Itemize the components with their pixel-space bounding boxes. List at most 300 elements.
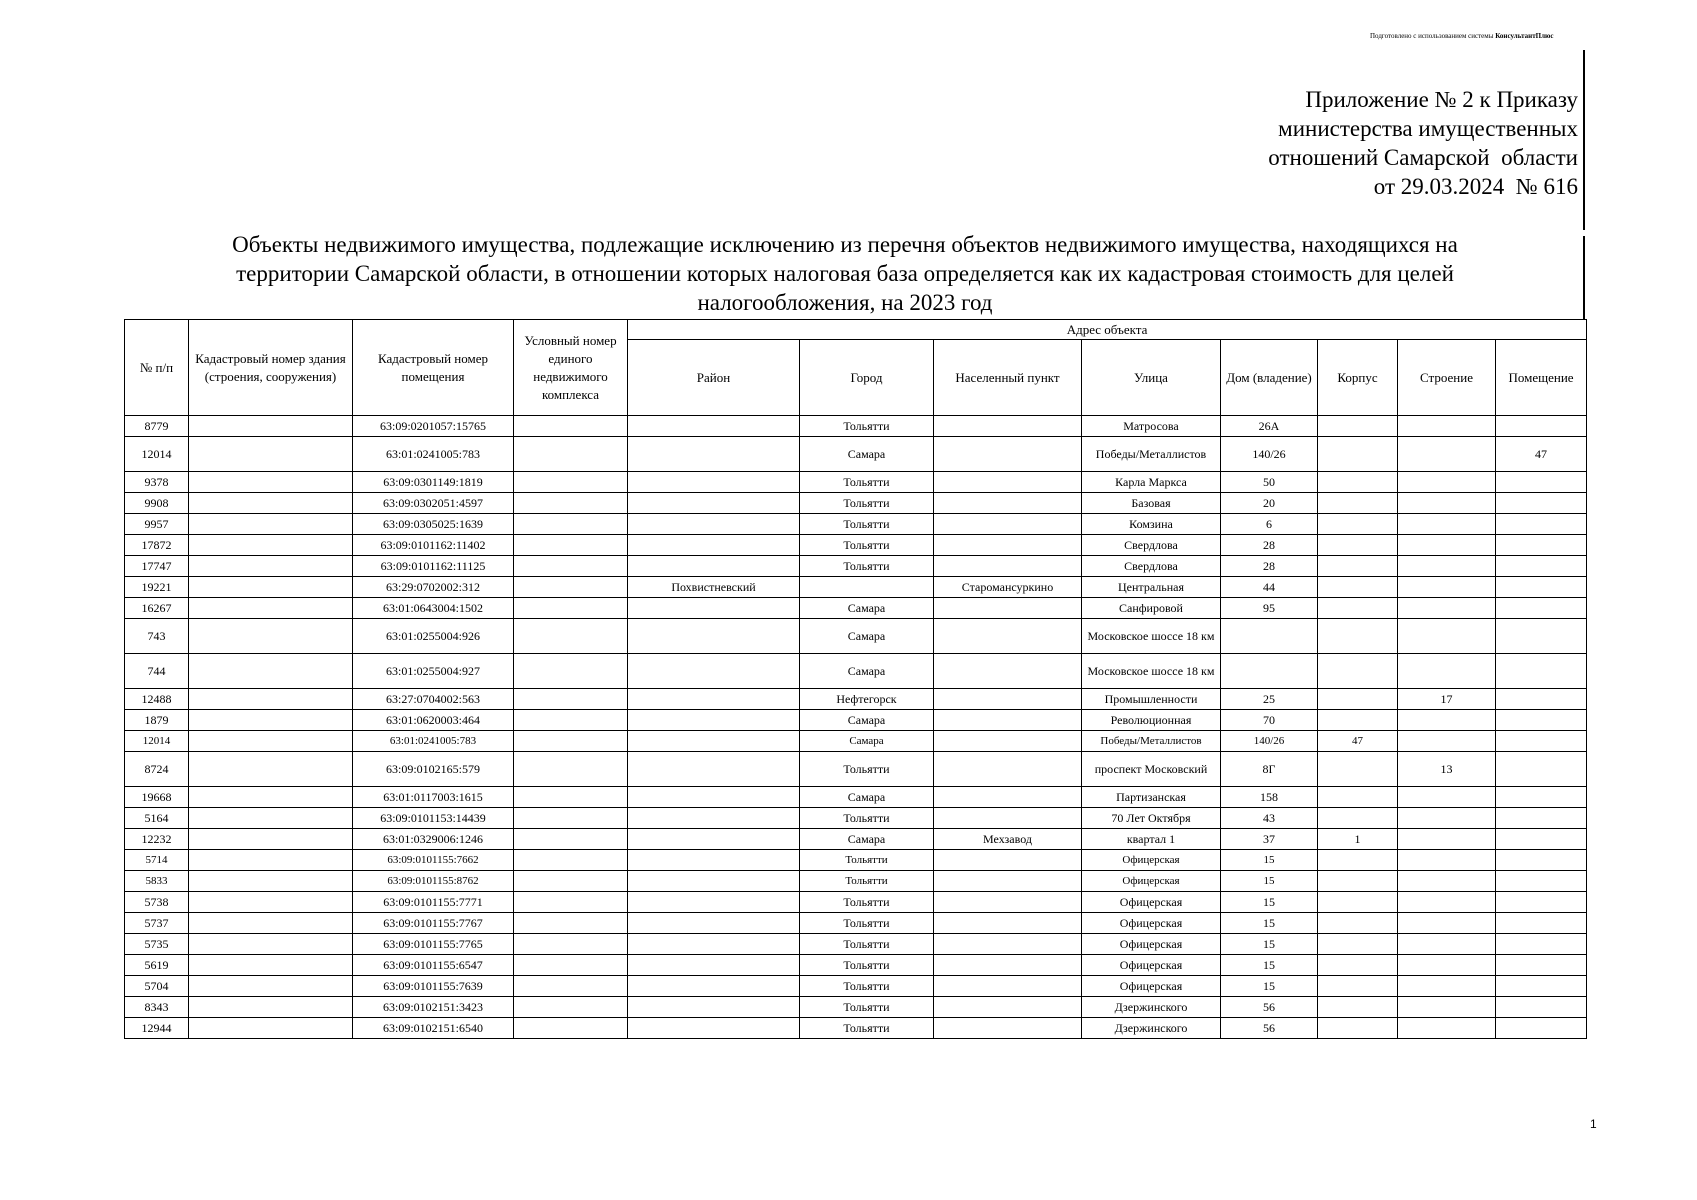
cell-korpus [1318, 934, 1398, 955]
cell-stroenie [1398, 493, 1496, 514]
appendix-line: отношений Самарской области [1268, 145, 1578, 170]
cell-city: Тольятти [800, 934, 934, 955]
cell-house: 44 [1221, 577, 1318, 598]
cell-house: 43 [1221, 808, 1318, 829]
cell-stroenie [1398, 1018, 1496, 1039]
cell-street: Промышленности [1082, 689, 1221, 710]
cell-settlement [934, 619, 1082, 654]
cell-house: 140/26 [1221, 437, 1318, 472]
cell-pomeschenie [1496, 752, 1587, 787]
cell-stroenie [1398, 976, 1496, 997]
cell-district [628, 787, 800, 808]
cell-street: Карла Маркса [1082, 472, 1221, 493]
cell-district [628, 689, 800, 710]
cell-building-cadastral [189, 976, 353, 997]
cell-settlement [934, 787, 1082, 808]
cell-city: Тольятти [800, 1018, 934, 1039]
cell-stroenie [1398, 654, 1496, 689]
cell-korpus [1318, 556, 1398, 577]
cell-settlement [934, 731, 1082, 752]
cell-stroenie: 17 [1398, 689, 1496, 710]
table-row [125, 752, 1587, 787]
cell-city: Тольятти [800, 976, 934, 997]
cell-pomeschenie [1496, 598, 1587, 619]
cell-room-cadastral: 63:09:0101155:7767 [353, 913, 514, 934]
cell-pomeschenie [1496, 787, 1587, 808]
cell-settlement [934, 934, 1082, 955]
cell-street: Московское шоссе 18 км [1082, 654, 1221, 689]
cell-korpus [1318, 654, 1398, 689]
cell-settlement [934, 808, 1082, 829]
cell-house: 50 [1221, 472, 1318, 493]
cell-district [628, 955, 800, 976]
cell-pomeschenie [1496, 689, 1587, 710]
cell-room-cadastral: 63:09:0102151:6540 [353, 1018, 514, 1039]
header-district: Район [628, 340, 800, 416]
cell-city: Самара [800, 619, 934, 654]
cell-district [628, 598, 800, 619]
cell-num: 5833 [125, 871, 189, 892]
cell-settlement [934, 710, 1082, 731]
cell-street: Матросова [1082, 416, 1221, 437]
cell-street: Санфировой [1082, 598, 1221, 619]
cell-stroenie: 13 [1398, 752, 1496, 787]
cell-complex-number [514, 955, 628, 976]
cell-house: 158 [1221, 787, 1318, 808]
cell-num: 5619 [125, 955, 189, 976]
cell-building-cadastral [189, 871, 353, 892]
cell-num: 17747 [125, 556, 189, 577]
cell-settlement [934, 850, 1082, 871]
consultant-brand: КонсультантПлюс [1495, 32, 1554, 40]
cell-settlement [934, 689, 1082, 710]
appendix-line: Приложение № 2 к Приказу [1305, 87, 1578, 112]
cell-num: 5737 [125, 913, 189, 934]
cell-house: 95 [1221, 598, 1318, 619]
cell-korpus [1318, 892, 1398, 913]
cell-city: Тольятти [800, 892, 934, 913]
cell-room-cadastral: 63:09:0101155:7662 [353, 850, 514, 871]
cell-city: Тольятти [800, 493, 934, 514]
cell-house: 26А [1221, 416, 1318, 437]
cell-num: 1879 [125, 710, 189, 731]
cell-district [628, 829, 800, 850]
cell-building-cadastral [189, 997, 353, 1018]
cell-building-cadastral [189, 556, 353, 577]
cell-room-cadastral: 63:01:0117003:1615 [353, 787, 514, 808]
cell-district [628, 934, 800, 955]
cell-num: 8724 [125, 752, 189, 787]
cell-korpus [1318, 808, 1398, 829]
cell-num: 8343 [125, 997, 189, 1018]
cell-city: Тольятти [800, 556, 934, 577]
cell-city: Самара [800, 654, 934, 689]
cell-num: 743 [125, 619, 189, 654]
cell-building-cadastral [189, 850, 353, 871]
cell-num: 5164 [125, 808, 189, 829]
cell-settlement [934, 997, 1082, 1018]
cell-room-cadastral: 63:09:0102151:3423 [353, 997, 514, 1018]
table-row [125, 535, 1587, 556]
table-row [125, 654, 1587, 689]
cell-city: Самара [800, 437, 934, 472]
cell-korpus [1318, 577, 1398, 598]
cell-house: 28 [1221, 556, 1318, 577]
cell-room-cadastral: 63:29:0702002:312 [353, 577, 514, 598]
cell-complex-number [514, 577, 628, 598]
cell-street: Победы/Металлистов [1082, 731, 1221, 752]
cell-korpus [1318, 472, 1398, 493]
cell-house: 70 [1221, 710, 1318, 731]
cell-complex-number [514, 997, 628, 1018]
header-room-cadastral: Кадастровый номер помещения [353, 320, 514, 416]
cell-house: 56 [1221, 1018, 1318, 1039]
cell-room-cadastral: 63:09:0201057:15765 [353, 416, 514, 437]
cell-stroenie [1398, 416, 1496, 437]
cell-complex-number [514, 787, 628, 808]
cell-num: 5735 [125, 934, 189, 955]
table-row [125, 416, 1587, 437]
header-street: Улица [1082, 340, 1221, 416]
cell-pomeschenie [1496, 976, 1587, 997]
cell-korpus [1318, 850, 1398, 871]
cell-korpus [1318, 752, 1398, 787]
document-title [135, 230, 1555, 317]
cell-city: Тольятти [800, 808, 934, 829]
cell-korpus [1318, 493, 1398, 514]
cell-room-cadastral: 63:01:0241005:783 [353, 731, 514, 752]
cell-complex-number [514, 731, 628, 752]
cell-street: Московское шоссе 18 км [1082, 619, 1221, 654]
cell-pomeschenie [1496, 472, 1587, 493]
cell-building-cadastral [189, 808, 353, 829]
header-city: Город [800, 340, 934, 416]
cell-building-cadastral [189, 598, 353, 619]
cell-pomeschenie [1496, 493, 1587, 514]
cell-city: Самара [800, 710, 934, 731]
cell-stroenie [1398, 472, 1496, 493]
cell-street: Офицерская [1082, 955, 1221, 976]
cell-room-cadastral: 63:01:0329006:1246 [353, 829, 514, 850]
cell-settlement [934, 598, 1082, 619]
title-line: территории Самарской области, в отношении которых налоговая база определяется как их кадастровая стоимость для целей [236, 261, 1454, 286]
cell-pomeschenie [1496, 577, 1587, 598]
cell-street: Офицерская [1082, 934, 1221, 955]
cell-settlement [934, 976, 1082, 997]
cell-street: Партизанская [1082, 787, 1221, 808]
cell-district [628, 710, 800, 731]
cell-building-cadastral [189, 654, 353, 689]
cell-street: Дзержинского [1082, 997, 1221, 1018]
table-row [125, 913, 1587, 934]
table-row [125, 850, 1587, 871]
table-row [125, 577, 1587, 598]
cell-room-cadastral: 63:09:0101155:7765 [353, 934, 514, 955]
cell-complex-number [514, 514, 628, 535]
cell-stroenie [1398, 710, 1496, 731]
cell-stroenie [1398, 829, 1496, 850]
cell-room-cadastral: 63:09:0102165:579 [353, 752, 514, 787]
cell-building-cadastral [189, 955, 353, 976]
appendix-line: от 29.03.2024 № 616 [1373, 174, 1578, 199]
cell-stroenie [1398, 731, 1496, 752]
cell-street: Комзина [1082, 514, 1221, 535]
cell-room-cadastral: 63:01:0620003:464 [353, 710, 514, 731]
cell-pomeschenie: 47 [1496, 437, 1587, 472]
cell-settlement [934, 556, 1082, 577]
cell-city: Самара [800, 731, 934, 752]
cell-korpus [1318, 913, 1398, 934]
cell-pomeschenie [1496, 913, 1587, 934]
cell-street: Базовая [1082, 493, 1221, 514]
table-row [125, 619, 1587, 654]
cell-room-cadastral: 63:09:0101155:6547 [353, 955, 514, 976]
cell-stroenie [1398, 556, 1496, 577]
cell-district [628, 976, 800, 997]
header-complex-number: Условный номер единого недвижимого комплекса [514, 320, 628, 416]
cell-complex-number [514, 752, 628, 787]
cell-district [628, 416, 800, 437]
cell-num: 19668 [125, 787, 189, 808]
cell-street: Центральная [1082, 577, 1221, 598]
cell-complex-number [514, 493, 628, 514]
cell-complex-number [514, 416, 628, 437]
cell-korpus [1318, 514, 1398, 535]
cell-district [628, 850, 800, 871]
cell-room-cadastral: 63:09:0101155:7771 [353, 892, 514, 913]
cell-district [628, 752, 800, 787]
page-number: 1 [1590, 1117, 1597, 1131]
header-num: № п/п [125, 320, 189, 416]
cell-settlement [934, 437, 1082, 472]
cell-complex-number [514, 1018, 628, 1039]
cell-stroenie [1398, 934, 1496, 955]
cell-stroenie [1398, 437, 1496, 472]
cell-district: Похвистневский [628, 577, 800, 598]
cell-settlement [934, 871, 1082, 892]
margin-line-top [1583, 50, 1585, 230]
cell-korpus [1318, 689, 1398, 710]
cell-settlement [934, 654, 1082, 689]
cell-stroenie [1398, 598, 1496, 619]
cell-stroenie [1398, 892, 1496, 913]
cell-district [628, 493, 800, 514]
cell-complex-number [514, 437, 628, 472]
cell-house: 28 [1221, 535, 1318, 556]
cell-settlement [934, 892, 1082, 913]
cell-room-cadastral: 63:09:0301149:1819 [353, 472, 514, 493]
table-row [125, 598, 1587, 619]
cell-pomeschenie [1496, 1018, 1587, 1039]
cell-street: Офицерская [1082, 850, 1221, 871]
cell-settlement [934, 416, 1082, 437]
cell-house [1221, 654, 1318, 689]
cell-complex-number [514, 850, 628, 871]
cell-complex-number [514, 535, 628, 556]
cell-korpus: 47 [1318, 731, 1398, 752]
cell-district [628, 808, 800, 829]
cell-pomeschenie [1496, 654, 1587, 689]
cell-korpus [1318, 416, 1398, 437]
cell-district [628, 731, 800, 752]
cell-room-cadastral: 63:27:0704002:563 [353, 689, 514, 710]
cell-building-cadastral [189, 934, 353, 955]
cell-street: Победы/Металлистов [1082, 437, 1221, 472]
cell-complex-number [514, 619, 628, 654]
cell-korpus [1318, 871, 1398, 892]
cell-pomeschenie [1496, 710, 1587, 731]
title-line: налогообложения, на 2023 год [697, 290, 993, 315]
cell-room-cadastral: 63:09:0101162:11402 [353, 535, 514, 556]
cell-complex-number [514, 472, 628, 493]
table-row [125, 556, 1587, 577]
cell-district [628, 654, 800, 689]
cell-building-cadastral [189, 577, 353, 598]
cell-stroenie [1398, 577, 1496, 598]
consultant-plus-notice [1370, 32, 1600, 40]
cell-city: Тольятти [800, 535, 934, 556]
table-row [125, 871, 1587, 892]
cell-district [628, 535, 800, 556]
cell-num: 9908 [125, 493, 189, 514]
cell-city: Тольятти [800, 472, 934, 493]
cell-korpus [1318, 976, 1398, 997]
header-stroenie: Строение [1398, 340, 1496, 416]
appendix-block [1100, 85, 1578, 201]
table-row [125, 976, 1587, 997]
cell-num: 8779 [125, 416, 189, 437]
cell-complex-number [514, 892, 628, 913]
cell-complex-number [514, 710, 628, 731]
cell-building-cadastral [189, 787, 353, 808]
cell-stroenie [1398, 955, 1496, 976]
cell-complex-number [514, 976, 628, 997]
property-table [124, 319, 1587, 1039]
cell-settlement [934, 514, 1082, 535]
cell-room-cadastral: 63:01:0643004:1502 [353, 598, 514, 619]
cell-room-cadastral: 63:01:0255004:927 [353, 654, 514, 689]
table-row [125, 472, 1587, 493]
header-address: Адрес объекта [628, 320, 1587, 340]
cell-city: Самара [800, 787, 934, 808]
cell-num: 12014 [125, 437, 189, 472]
table-row [125, 689, 1587, 710]
cell-settlement [934, 955, 1082, 976]
cell-building-cadastral [189, 619, 353, 654]
cell-building-cadastral [189, 752, 353, 787]
cell-stroenie [1398, 619, 1496, 654]
cell-building-cadastral [189, 731, 353, 752]
cell-room-cadastral: 63:09:0305025:1639 [353, 514, 514, 535]
cell-street: Офицерская [1082, 913, 1221, 934]
header-house: Дом (владение) [1221, 340, 1318, 416]
cell-korpus [1318, 598, 1398, 619]
cell-building-cadastral [189, 535, 353, 556]
cell-pomeschenie [1496, 871, 1587, 892]
cell-house: 20 [1221, 493, 1318, 514]
table-row [125, 710, 1587, 731]
cell-street: Дзержинского [1082, 1018, 1221, 1039]
cell-korpus [1318, 619, 1398, 654]
cell-complex-number [514, 654, 628, 689]
table-row [125, 1018, 1587, 1039]
cell-korpus [1318, 437, 1398, 472]
cell-room-cadastral: 63:09:0101155:8762 [353, 871, 514, 892]
cell-complex-number [514, 598, 628, 619]
cell-stroenie [1398, 997, 1496, 1018]
cell-room-cadastral: 63:01:0241005:783 [353, 437, 514, 472]
cell-house: 25 [1221, 689, 1318, 710]
cell-district [628, 514, 800, 535]
cell-street: Революционная [1082, 710, 1221, 731]
cell-pomeschenie [1496, 997, 1587, 1018]
cell-korpus [1318, 997, 1398, 1018]
consultant-prefix: Подготовлено с использованием системы [1370, 32, 1496, 40]
cell-street: Офицерская [1082, 871, 1221, 892]
cell-pomeschenie [1496, 808, 1587, 829]
title-line: Объекты недвижимого имущества, подлежащие исключению из перечня объектов недвижимого имущества, находящихся на [232, 232, 1458, 257]
cell-korpus [1318, 787, 1398, 808]
cell-city: Тольятти [800, 871, 934, 892]
cell-city: Тольятти [800, 752, 934, 787]
cell-district [628, 1018, 800, 1039]
cell-korpus [1318, 1018, 1398, 1039]
cell-city [800, 577, 934, 598]
cell-pomeschenie [1496, 955, 1587, 976]
cell-num: 12014 [125, 731, 189, 752]
cell-num: 19221 [125, 577, 189, 598]
cell-num: 5738 [125, 892, 189, 913]
cell-house: 15 [1221, 955, 1318, 976]
cell-building-cadastral [189, 437, 353, 472]
table-row [125, 997, 1587, 1018]
cell-district [628, 619, 800, 654]
cell-city: Тольятти [800, 514, 934, 535]
cell-complex-number [514, 934, 628, 955]
cell-house: 15 [1221, 871, 1318, 892]
cell-korpus [1318, 710, 1398, 731]
cell-pomeschenie [1496, 619, 1587, 654]
cell-settlement [934, 752, 1082, 787]
cell-num: 12232 [125, 829, 189, 850]
cell-stroenie [1398, 850, 1496, 871]
cell-num: 16267 [125, 598, 189, 619]
cell-house: 56 [1221, 997, 1318, 1018]
cell-complex-number [514, 556, 628, 577]
cell-house: 37 [1221, 829, 1318, 850]
cell-building-cadastral [189, 710, 353, 731]
cell-settlement: Мехзавод [934, 829, 1082, 850]
cell-pomeschenie [1496, 934, 1587, 955]
header-pomeschenie: Помещение [1496, 340, 1587, 416]
cell-building-cadastral [189, 689, 353, 710]
cell-street: Свердлова [1082, 556, 1221, 577]
table-row [125, 514, 1587, 535]
header-korpus: Корпус [1318, 340, 1398, 416]
cell-district [628, 997, 800, 1018]
table-row [125, 892, 1587, 913]
cell-korpus: 1 [1318, 829, 1398, 850]
cell-pomeschenie [1496, 416, 1587, 437]
cell-building-cadastral [189, 472, 353, 493]
cell-house: 15 [1221, 850, 1318, 871]
cell-house: 6 [1221, 514, 1318, 535]
cell-city: Тольятти [800, 997, 934, 1018]
cell-num: 12488 [125, 689, 189, 710]
cell-house: 8Г [1221, 752, 1318, 787]
cell-building-cadastral [189, 416, 353, 437]
cell-pomeschenie [1496, 731, 1587, 752]
